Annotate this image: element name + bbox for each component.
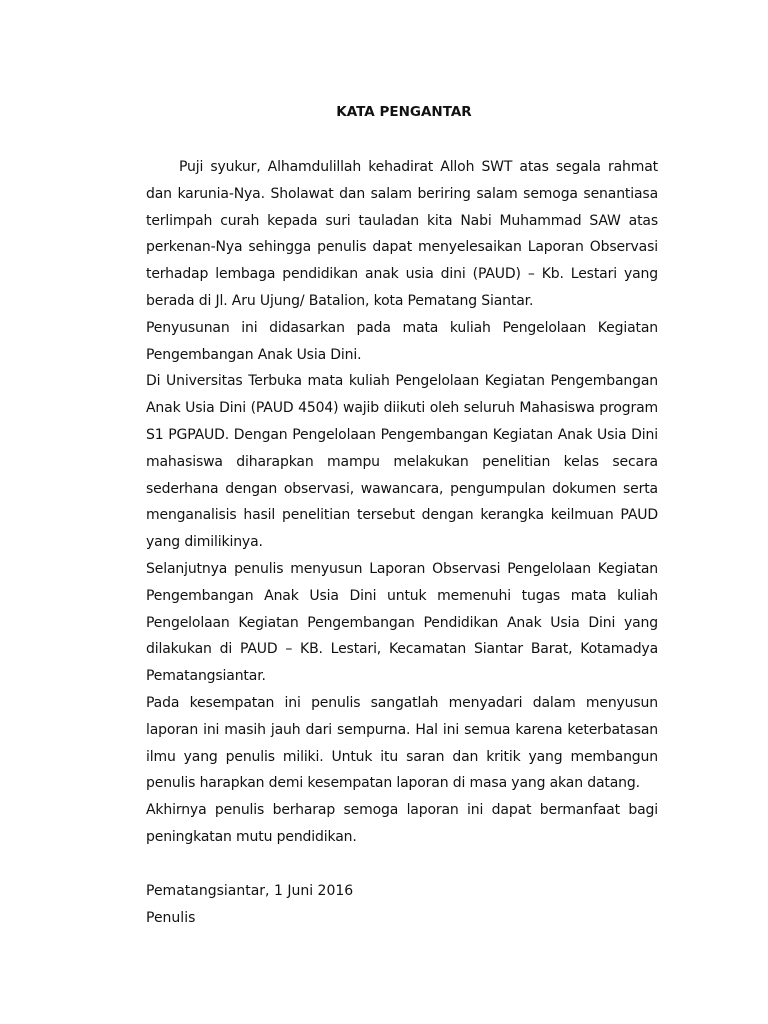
signoff-block: [146, 878, 658, 932]
paragraph-basis: Penyusunan ini didasarkan pada mata kuliah Pengelolaan Kegiatan Pengembangan Anak Usia Dini.: [146, 319, 658, 363]
place-date: Pematangsiantar, 1 Juni 2016: [146, 882, 354, 899]
author-label: Penulis: [146, 909, 196, 926]
paragraph-opening: Puji syukur, Alhamdulillah kehadirat Alloh SWT atas segala rahmat dan karunia-Nya. Sholawat dan salam beriring salam semoga senantiasa terlimpah curah kepada suri tauladan kita Nabi Muhammad SAW atas perkenan-Nya sehingga penulis dapat menyelesaikan Laporan Observasi terhadap lembaga pendidikan anak usia dini (PAUD) – Kb. Lestari yang berada di Jl. Aru Ujung/ Batalion, kota Pematang Siantar.: [146, 159, 658, 309]
paragraph-closing: Akhirnya penulis berharap semoga laporan ini dapat bermanfaat bagi peningkatan mutu pendidikan.: [146, 802, 658, 845]
document-title: KATA PENGANTAR: [336, 104, 472, 120]
paragraph-report: Selanjutnya penulis menyusun Laporan Observasi Pengelolaan Kegiatan Pengembangan Anak Usia Dini untuk memenuhi tugas mata kuliah Pengelolaan Kegiatan Pengembangan Pendidikan Anak Usia Dini yang dilakukan di PAUD – KB. Lestari, Kecamatan Siantar Barat, Kotamadya Pematangsiantar.: [146, 560, 658, 685]
paragraph-course: Di Universitas Terbuka mata kuliah Pengelolaan Kegiatan Pengembangan Anak Usia Dini (PAUD 4504) wajib diikuti oleh seluruh Mahasiswa program S1 PGPAUD. Dengan Pengelolaan Pengembangan Kegiatan Anak Usia Dini mahasiswa diharapkan mampu melakukan penelitian kelas secara sederhana dengan observasi, wawancara, pengumpulan dokumen serta menganalisis hasil penelitian tersebut dengan kerangka keilmuan PAUD yang dimilikinya.: [146, 373, 658, 551]
paragraph-acknowledgement: Pada kesempatan ini penulis sangatlah menyadari dalam menyusun laporan ini masih jauh dari sempurna. Hal ini semua karena keterbatasan ilmu yang penulis miliki. Untuk itu saran dan kritik yang membangun penulis harapkan demi kesempatan laporan di masa yang akan datang.: [146, 694, 658, 792]
